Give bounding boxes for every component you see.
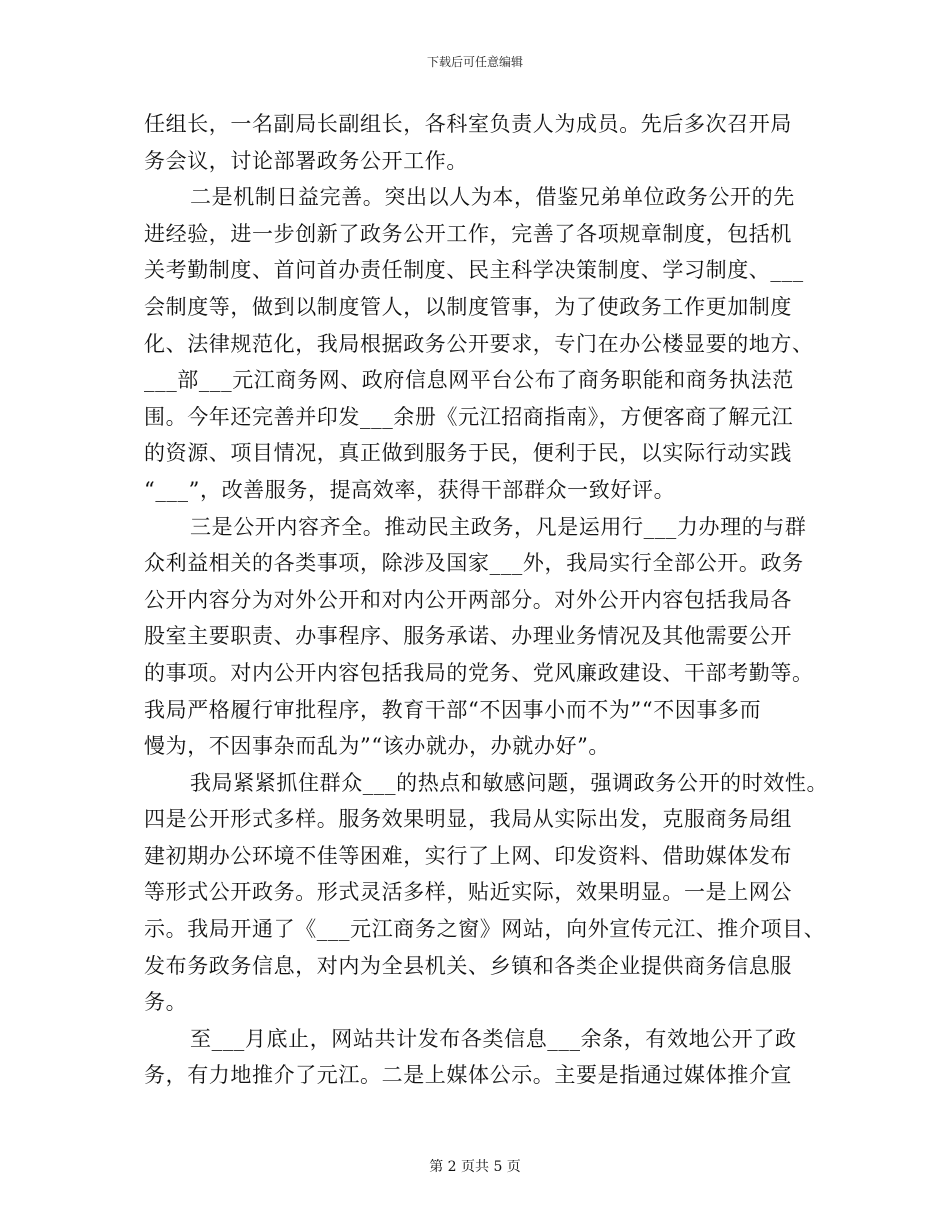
text-line: 的事项。对内公开内容包括我局的党务、党风廉政建设、干部考勤等。 [144, 660, 814, 685]
text-line: 四是公开形式多样。服务效果明显，我局从实际出发，克服商务局组 [144, 807, 792, 832]
text-line: 务，有力地推介了元江。二是上媒体公示。主要是指通过媒体推介宣 [144, 1063, 792, 1088]
page-header: 下载后可任意编辑 [426, 55, 523, 69]
text-line: 三是公开内容齐全。推动民主政务，凡是运用行___力办理的与群 [190, 514, 807, 539]
text-line: 建初期办公环境不佳等困难，实行了上网、印发资料、借助媒体发布 [144, 843, 792, 868]
text-line: 我局严格履行审批程序，教育干部“不因事小而不为”“不因事多而 [144, 697, 762, 722]
text-line: 等形式公开政务。形式灵活多样，贴近实际，效果明显。一是上网公 [144, 880, 792, 905]
text-line: 关考勤制度、首问首办责任制度、民主科学决策制度、学习制度、___ [144, 258, 804, 283]
text-line: 任组长，一名副局长副组长，各科室负责人为成员。先后多次召开局 [144, 112, 792, 136]
text-line: 围。今年还完善并印发___余册《元江招商指南》，方便客商了解元江 [144, 404, 794, 429]
text-line: 务。 [144, 990, 188, 1015]
text-line: ___部___元江商务网、政府信息网平台公布了商务职能和商务执法范 [144, 368, 794, 393]
text-line: “___”，改善服务，提高效率，获得干部群众一致好评。 [144, 477, 676, 502]
text-line: 进经验，进一步创新了政务公开工作，完善了各项规章制度，包括机 [144, 221, 792, 246]
text-line: 公开内容分为对外公开和对内公开两部分。对外公开内容包括我局各 [144, 587, 792, 612]
text-line: 慢为，不因事杂而乱为”“该办就办，办就办好”。 [144, 734, 611, 759]
page-number: 第 2 页共 5 页 [429, 1159, 521, 1175]
text-line: 示。我局开通了《___元江商务之窗》网站，向外宣传元江、推介项目、 [144, 917, 826, 942]
text-line: 化、法律规范化，我局根据政务公开要求，专门在办公楼显要的地方、 [144, 331, 814, 356]
text-line: 的资源、项目情况，真正做到服务于民，便利于民，以实际行动实践 [144, 441, 792, 466]
text-line: 发布务政务信息，对内为全县机关、乡镇和各类企业提供商务信息服 [144, 953, 792, 978]
text-line: 至___月底止，网站共计发布各类信息___余条，有效地公开了政 [190, 1026, 797, 1051]
text-line: 股室主要职责、办事程序、服务承诺、办理业务情况及其他需要公开 [144, 624, 792, 649]
text-line: 务会议，讨论部署政务公开工作。 [144, 148, 468, 173]
text-line: 二是机制日益完善。突出以人为本，借鉴兄弟单位政务公开的先 [190, 185, 795, 210]
document-body [144, 106, 829, 1094]
text-line: 我局紧紧抓住群众___的热点和敏感问题，强调政务公开的时效性。 [190, 770, 829, 795]
text-line: 众利益相关的各类事项，除涉及国家___外，我局实行全部公开。政务 [144, 551, 804, 576]
text-line: 会制度等，做到以制度管人，以制度管事，为了使政务工作更加制度 [144, 294, 792, 319]
